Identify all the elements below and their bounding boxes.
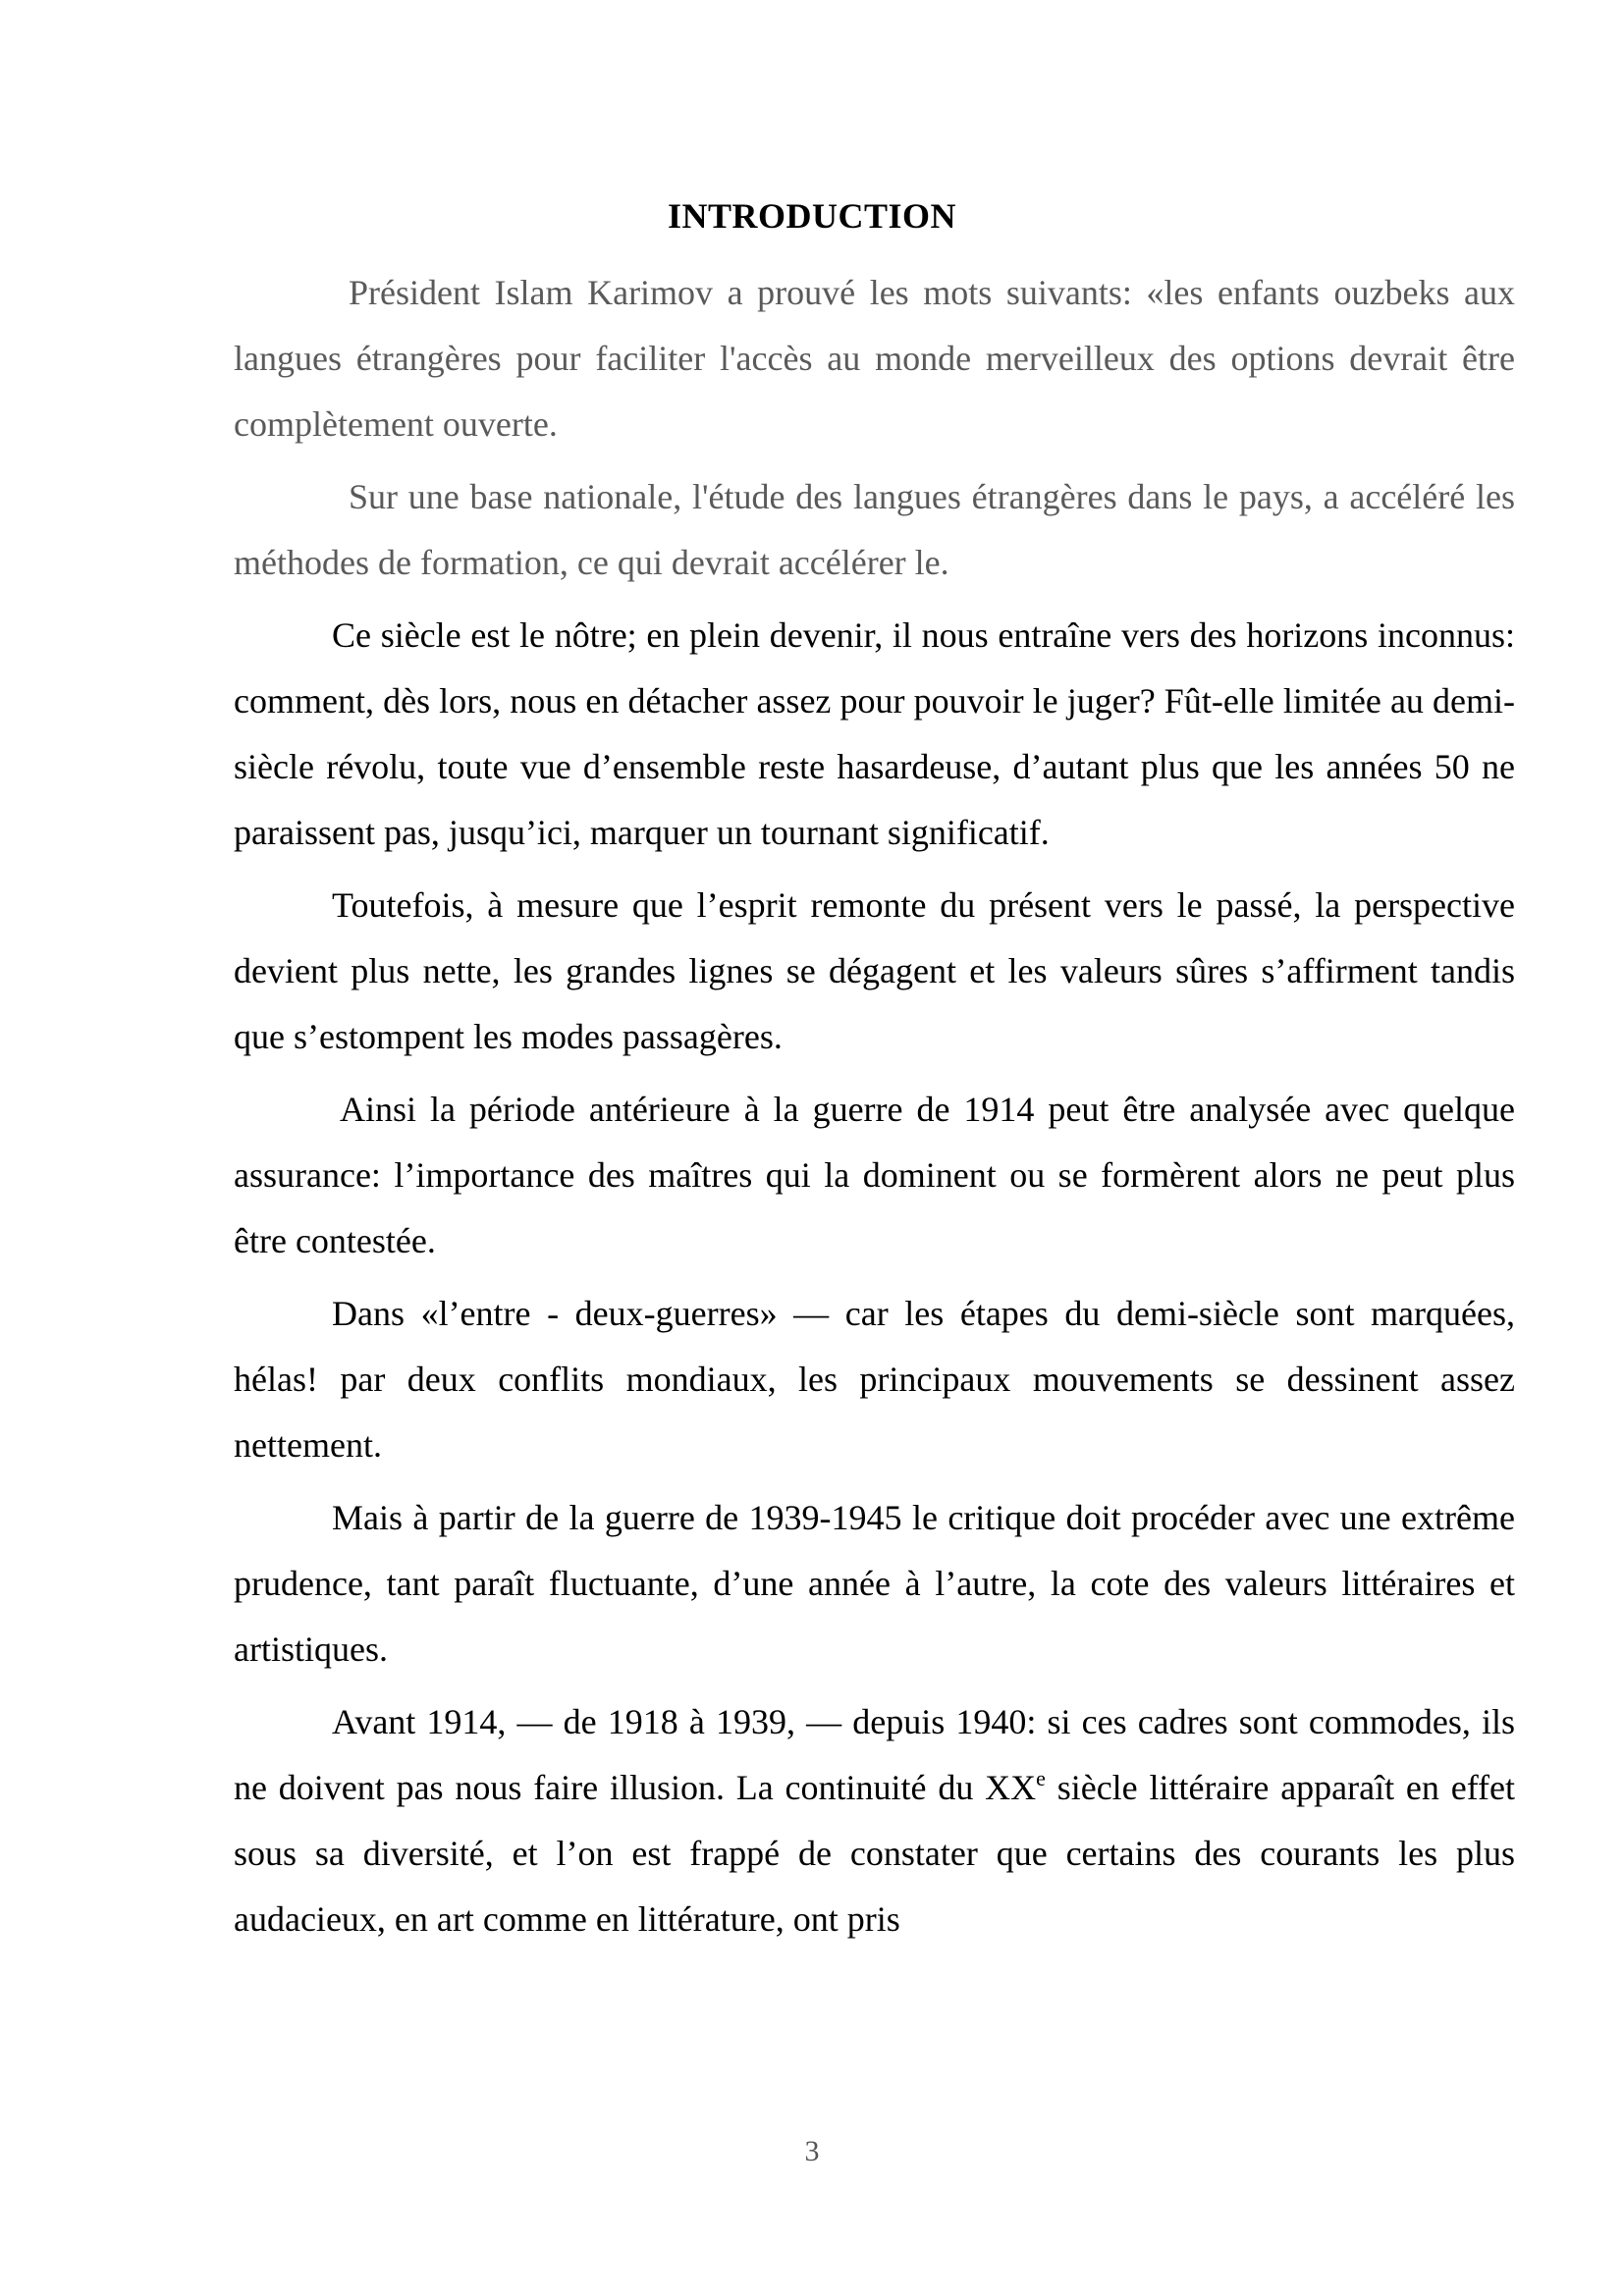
paragraph-8 [234,1689,1515,1952]
document-body [234,260,1515,1959]
page-number: 3 [804,2135,820,2167]
page-title: INTRODUCTION [667,196,957,236]
paragraph-8-part-2: siècle littéraire apparaît en effet sous sa diversité, et l’on est frappé de constater que certains des courants les plus audacieux, en art comme en littérature, ont pris [234,1768,1515,1939]
paragraph-3: Ce siècle est le nôtre; en plein devenir, il nous entraîne vers des horizons inconnus: comment, dès lors, nous en détacher assez pour pouvoir le juger? Fût-elle limitée au demi-siècle révolu, toute vue d’ensemble reste hasardeuse, d’autant plus que les années 50 ne paraissent pas, jusqu’ici, marquer un tournant significatif. [234,615,1515,852]
paragraph-2: Sur une base nationale, l'étude des langues étrangères dans le pays, a accéléré les méthodes de formation, ce qui devrait accélérer le. [234,477,1515,582]
paragraph-1: Président Islam Karimov a prouvé les mots suivants: «les enfants ouzbeks aux langues étrangères pour faciliter l'accès au monde merveilleux des options devrait être complètement ouverte. [234,273,1515,444]
paragraph-6: Dans «l’entre - deux-guerres» — car les étapes du demi-siècle sont marquées, hélas! par deux conflits mondiaux, les principaux mouvements se dessinent assez nettement. [234,1294,1515,1465]
paragraph-5: Ainsi la période antérieure à la guerre de 1914 peut être analysée avec quelque assurance: l’importance des maîtres qui la dominent ou se formèrent alors ne peut plus être contestée. [234,1090,1515,1260]
paragraph-7: Mais à partir de la guerre de 1939-1945 le critique doit procéder avec une extrême prudence, tant paraît fluctuante, d’une année à l’autre, la cote des valeurs littéraires et artistiques. [234,1498,1515,1669]
century-superscript: e [1036,1766,1046,1790]
paragraph-4: Toutefois, à mesure que l’esprit remonte du présent vers le passé, la perspective devient plus nette, les grandes lignes se dégagent et les valeurs sûres s’affirment tandis que s’estompent les modes passagères. [234,885,1515,1056]
paragraph-8-part-1: Avant 1914, — de 1918 à 1939, — depuis 1940: si ces cadres sont commodes, ils ne doivent pas nous faire illusion. La continuité du XX [234,1702,1515,1807]
